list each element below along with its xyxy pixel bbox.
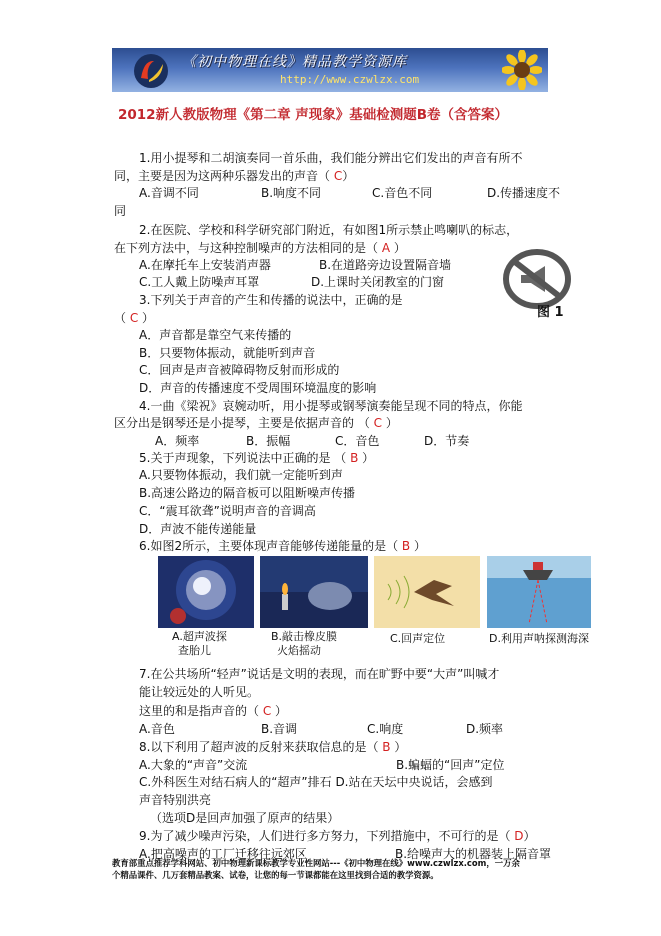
body-line: C.外科医生对结石病人的“超声”排石 D.站在天坛中央说话，会感到 — [139, 775, 493, 789]
body-line: 同，主要是因为这两种乐器发出的声音（ C） — [114, 169, 355, 183]
no-horn-sign-icon — [501, 248, 573, 310]
option-text: A.音调不同 — [139, 186, 199, 200]
body-line: C．“震耳欲聋”说明声音的音调高 — [139, 504, 316, 518]
answer-mark: B — [350, 451, 359, 465]
option-text: B.蝙蝠的“回声”定位 — [396, 758, 505, 772]
body-line: 3.下列关于声音的产生和传播的说法中，正确的是 — [139, 293, 403, 307]
body-line: D．声波不能传递能量 — [139, 522, 257, 536]
body-line: 1.用小提琴和二胡演奏同一首乐曲，我们能分辨出它们发出的声音有所不 — [139, 151, 523, 165]
site-url[interactable]: http://www.czwlzx.com — [280, 73, 420, 86]
footer-line-2: 个精品课件、几万套精品教案、试卷，让您的每一节课都能在这里找到合适的教学资源。 — [112, 870, 439, 880]
body-line: （ C ） — [114, 311, 155, 325]
option-text: C.工人戴上防噪声耳罩 — [139, 275, 260, 289]
document-title: 2012新人教版物理《第二章 声现象》基础检测题B卷（含答案） — [118, 107, 509, 123]
body-line: B．只要物体振动，就能听到声音 — [139, 346, 316, 360]
option-text: A.大象的“声音”交流 — [139, 758, 248, 772]
sunflower-icon — [502, 50, 542, 90]
figure2-caption: B.敲击橡皮膜 火焰摇动 — [271, 630, 338, 657]
figure2-panel-b — [260, 556, 368, 628]
body-line: 区分出是钢琴还是小提琴，主要是依据声音的 （ C ） — [114, 416, 398, 430]
option-text: A．频率 — [155, 434, 200, 448]
option-text: B.在道路旁边设置隔音墙 — [319, 258, 452, 272]
figure2-panel-c — [374, 556, 480, 628]
figure2-caption: C.回声定位 — [390, 632, 446, 645]
option-text: D．节奏 — [424, 434, 470, 448]
body-line: 这里的和是指声音的（ C ） — [139, 704, 288, 718]
body-line: D．声音的传播速度不受周围环境温度的影响 — [139, 381, 377, 395]
site-title: 《初中物理在线》精品教学资源库 — [182, 54, 407, 70]
body-line: B.高速公路边的隔音板可以阻断噪声传播 — [139, 486, 356, 500]
option-text: C.响度 — [367, 722, 404, 736]
body-line: 9.为了减少噪声污染，人们进行多方努力，下列措施中，不可行的是（ D） — [139, 829, 536, 843]
footer — [112, 857, 520, 881]
answer-mark: C — [333, 169, 343, 183]
figure2-panel-a — [158, 556, 254, 628]
body-line: 4.一曲《梁祝》哀婉动听，用小提琴或钢琴演奏能呈现不同的特点，你能 — [139, 399, 523, 413]
figure2-caption: D.利用声呐探测海深 — [489, 632, 589, 645]
footer-line-1: 教育部重点推荐学科网站、初中物理新课标教学专业性网站---《初中物理在线》www.czwlzx.com，一万余 — [112, 858, 520, 868]
answer-mark: C — [373, 416, 383, 430]
figure2-caption: A.超声波探 查胎儿 — [172, 630, 227, 657]
body-line: 在下列方法中，与这种控制噪声的方法相同的是（ A ） — [114, 241, 406, 255]
sonar-ship-image — [487, 556, 591, 628]
body-line: A．声音都是靠空气来传播的 — [139, 328, 292, 342]
option-text: D.传播速度不 — [487, 186, 561, 200]
answer-mark: C — [129, 311, 139, 325]
option-text: A.音色 — [139, 722, 175, 736]
figure1-caption: 图 1 — [537, 305, 564, 320]
ultrasound-image — [158, 556, 254, 628]
body-line: 5.关于声现象，下列说法中正确的是 （ B ） — [139, 451, 375, 465]
site-logo — [132, 52, 170, 90]
option-text: B.音调 — [261, 722, 298, 736]
answer-mark: B — [401, 539, 411, 553]
option-text: C．音色 — [335, 434, 380, 448]
body-line: 6.如图2所示，主要体现声音能够传递能量的是（ B ） — [139, 539, 426, 553]
body-line: 2.在医院、学校和科学研究部门附近，有如图1所示禁止鸣喇叭的标志， — [139, 223, 519, 237]
figure2-panel-d — [487, 556, 591, 628]
body-line: A.只要物体振动，我们就一定能听到声 — [139, 468, 343, 482]
candle-flame-image — [260, 556, 368, 628]
option-text: D.频率 — [466, 722, 504, 736]
body-line: 7.在公共场所“轻声”说话是文明的表现，而在旷野中要“大声”叫喊才 — [139, 667, 500, 681]
answer-mark: D — [514, 829, 524, 843]
body-line: C．回声是声音被障碍物反射而形成的 — [139, 363, 340, 377]
option-text: A.把高噪声的工厂迁移往远郊区 — [139, 847, 307, 861]
option-text: C.音色不同 — [372, 186, 433, 200]
body-line: 8.以下利用了超声波的反射来获取信息的是（ B ） — [139, 740, 407, 754]
header-banner — [112, 48, 548, 92]
option-text: B．振幅 — [246, 434, 291, 448]
option-text: D.上课时关闭教室的门窗 — [311, 275, 445, 289]
bat-echolocation-image — [374, 556, 480, 628]
body-line: 同 — [114, 204, 127, 218]
answer-mark: C — [262, 704, 272, 718]
body-line: 能让较远处的人听见。 — [139, 685, 260, 699]
body-line: （选项D是回声加强了原声的结果） — [150, 811, 340, 825]
answer-mark: B — [382, 740, 391, 754]
option-text: B.响度不同 — [261, 186, 322, 200]
option-text: A.在摩托车上安装消声器 — [139, 258, 271, 272]
option-text: B.给噪声大的机器装上隔音罩 — [395, 847, 552, 861]
answer-mark: A — [381, 241, 391, 255]
body-line: 声音特别洪亮 — [139, 793, 212, 807]
